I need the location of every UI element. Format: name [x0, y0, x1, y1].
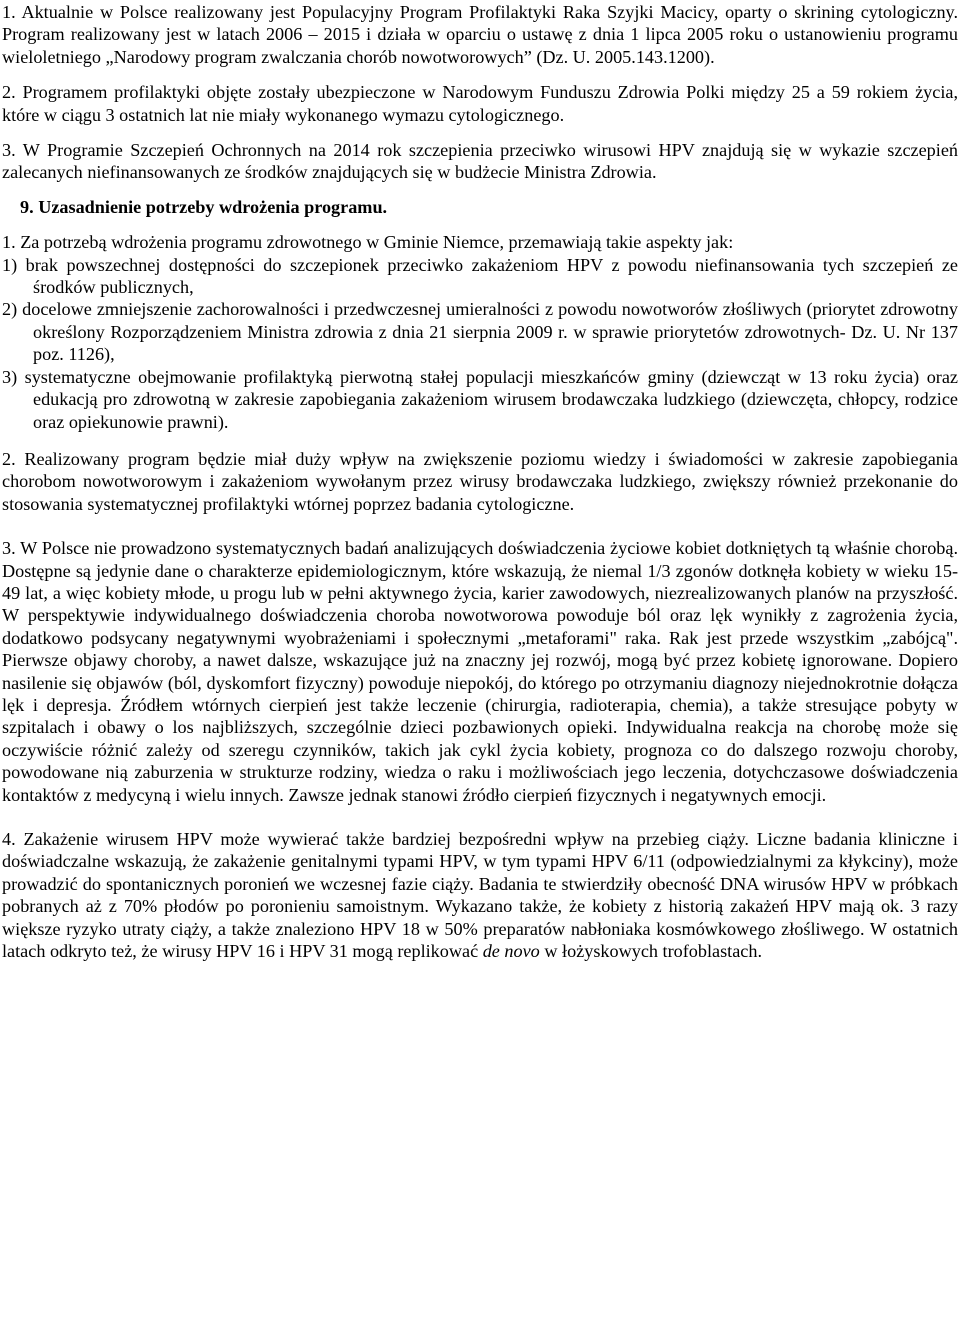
paragraph-section-2: 2. Realizowany program będzie miał duży wpływ na zwiększenie poziomu wiedzy i świadomości w zakresie zapobiegania chorobom nowotworowym i zakażeniom wywołanym przez wirusy brodawczaka ludzkiego, zwiększy również przekonanie do stosowania systematycznej profilaktyki wtórnej poprzez badania cytologiczne.: [2, 448, 958, 514]
section-heading: 9. Uzasadnienie potrzeby wdrożenia programu.: [20, 196, 388, 217]
paragraph-section-3: 3. W Polsce nie prowadzono systematycznych badań analizujących doświadczenia życiowe kobiet dotkniętych tą właśnie chorobą. Dostępne są jedynie dane o charakterze epidemiologicznym, które wskazują, że niemal 1/3 zgonów dotknęła kobiety w wieku 15-49 lat, a więc kobiety młode, u progu lub w pełni aktywnego życia, karier zawodowych, niezrealizowanych planów na przyszłość. W perspektywie indywidualnego doświadczenia choroba nowotworowa powoduje ból oraz lęk wynikły z zagrożenia życia, dodatkowo podsycany negatywnymi wyobrażeniami i społecznymi „metaforami" raka. Rak jest przede wszystkim „zabójcą". Pierwsze objawy choroby, a nawet dalsze, wskazujące już na znaczny jej rozwój, mogą być przez kobietę ignorowane. Dopiero nasilenie się objawów (ból, dyskomfort fizyczny) powoduje niepokój, do którego po otrzymaniu diagnozy niejednokrotnie dołącza lęk i depresja. Źródłem wtórnych cierpień jest także leczenie (chirurgia, radioterapia, chemia), a także stresujące pobyty w szpitalach i obawy o los najbliższych, szczególnie dzieci pozbawionych opieki. Indywidualna reakcja na chorobę może się oczywiście różnić zależy od szeregu czynników, takich jak cykl życia kobiety, prognoza co do dalszego rozwoju choroby, powodowane nią zaburzenia w strukturze rodziny, wiedza o raku i możliwościach jego leczenia, dotychczasowe doświadczenia kontaktów z medycyną i wielu innych. Zawsze jednak stanowi źródło cierpień fizycznych i negatywnych emocji.: [2, 538, 958, 805]
paragraph-section-4-main: 4. Zakażenie wirusem HPV może wywierać także bardziej bezpośredni wpływ na przebieg ciąży. Liczne badania kliniczne i doświadczalne wskazują, że zakażenie genitalnymi typami HPV, w tym typami HPV 6/11 (odpowiedzialnymi za kłykciny), może prowadzić do spontanicznych poronień we wczesnej fazie ciąży. Badania te stwierdziły obecność DNA wirusów HPV w próbkach pobranych aż z 70% płodów po poronieniu samoistnym. Wykazano także, że kobiety z historią zakażeń HPV mają ok. 3 razy większe ryzyko utraty ciąży, a także znaleziono HPV 18 w 50% preparatów nabłoniaka kosmówkowego złośliwego. W ostatnich latach odkryto też, że wirusy HPV 16 i HPV 31 mogą replikować: [2, 829, 958, 962]
list-item: 3) systematyczne obejmowanie profilaktyką pierwotną stałej populacji mieszkańców gminy (dziewcząt w 13 roku życia) oraz edukacją pro zdrowotną w zakresie zapobiegania zakażeniom wirusem brodawczaka ludzkiego (dziewczęta, chłopcy, rodzice oraz opiekunowie prawni).: [2, 366, 958, 432]
paragraph-section-4-italic: de novo: [482, 941, 540, 962]
paragraph-intro: 1. Za potrzebą wdrożenia programu zdrowotnego w Gminie Niemce, przemawiają takie aspekty jak:: [2, 232, 734, 253]
list-item: 1) brak powszechnej dostępności do szczepionek przeciwko zakażeniom HPV z powodu niefinansowania tych szczepień ze środków publicznych,: [2, 254, 958, 298]
paragraph-1: 1. Aktualnie w Polsce realizowany jest Populacyjny Program Profilaktyki Raka Szyjki Macicy, oparty o skrining cytologiczny. Program realizowany jest w latach 2006 – 2015 i działa w oparciu o ustawę z dnia 1 lipca 2005 roku o ustanowieniu programu wieloletniego „Narodowy program zwalczania chorób nowotworowych” (Dz. U. 2005.143.1200).: [2, 2, 958, 67]
aspects-list: [2, 254, 958, 433]
list-item: 2) docelowe zmniejszenie zachorowalności i przedwczesnej umieralności z powodu nowotworów złośliwych (priorytet zdrowotny określony Rozporządzeniem Ministra zdrowia z dnia 21 sierpnia 2009 r. w sprawie priorytetów zdrowotnych- Dz. U. Nr 137 poz. 1126),: [2, 299, 958, 365]
paragraph-2: 2. Programem profilaktyki objęte zostały ubezpieczone w Narodowym Funduszu Zdrowia Polki między 25 a 59 rokiem życia, które w ciągu 3 ostatnich lat nie miały wykonanego wymazu cytologicznego.: [2, 82, 958, 125]
paragraph-3: 3. W Programie Szczepień Ochronnych na 2014 rok szczepienia przeciwko wirusowi HPV znajdują się w wykazie szczepień zalecanych niefinansowanych ze środków znajdujących się w budżecie Ministra Zdrowia.: [2, 140, 958, 183]
paragraph-section-4: [2, 828, 958, 962]
paragraph-section-4-end: w łożyskowych trofoblastach.: [539, 941, 763, 962]
